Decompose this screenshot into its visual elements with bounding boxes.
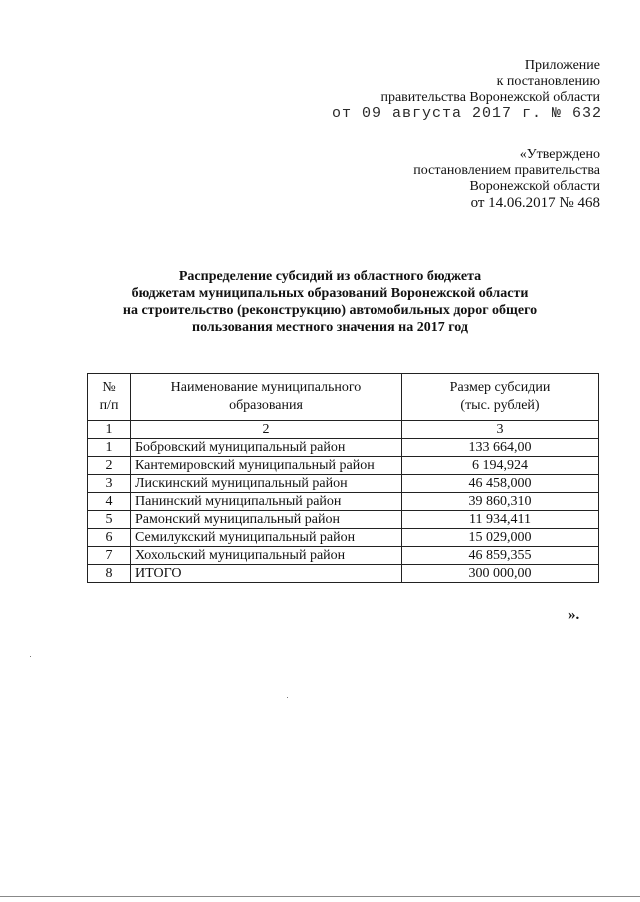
closing-quote-mark: ». [568,607,580,623]
column-index-cell: 3 [402,421,599,439]
header-number-line-2: п/п [99,398,119,413]
scan-speck [30,656,31,657]
header-name-line-2: образования [229,398,303,413]
row-number: 4 [88,493,131,511]
row-municipality: Бобровский муниципальный район [131,439,402,457]
appendix-government-ref: правительства Воронежской области [380,90,600,105]
row-municipality: Кантемировский муниципальный район [131,457,402,475]
document-title-line-2: бюджетам муниципальных образований Воронежской области [131,286,529,301]
row-amount: 39 860,310 [402,493,599,511]
row-number: 1 [88,439,131,457]
row-number: 6 [88,529,131,547]
header-name [131,374,402,421]
table-row [88,547,599,565]
header-amount [402,374,599,421]
row-amount: 46 458,000 [402,475,599,493]
row-municipality: Лискинский муниципальный район [131,475,402,493]
appendix-label: Приложение [524,58,600,73]
document-title-line-4: пользования местного значения на 2017 год [192,320,468,335]
row-amount: 133 664,00 [402,439,599,457]
column-index-row [88,421,599,439]
document-title-line-1: Распределение субсидий из областного бюджета [178,269,482,284]
scan-speck [287,697,288,698]
row-municipality: Хохольский муниципальный район [131,547,402,565]
column-index-cell: 2 [131,421,402,439]
table-row [88,493,599,511]
subsidy-table [87,373,599,583]
row-amount: 6 194,924 [402,457,599,475]
header-number-line-1: № [102,380,116,395]
appendix-resolution-ref: к постановлению [496,74,600,89]
table-row [88,511,599,529]
table-row [88,439,599,457]
approved-region: Воронежской области [469,179,600,194]
row-amount: 300 000,00 [402,565,599,583]
document-title-line-3: на строительство (реконструкцию) автомобильных дорог общего [122,303,538,318]
row-number: 5 [88,511,131,529]
row-municipality: ИТОГО [131,565,402,583]
column-index-cell: 1 [88,421,131,439]
approved-resolution: постановлением правительства [413,163,600,178]
approved-date-number: от 14.06.2017 № 468 [470,195,600,211]
row-amount: 15 029,000 [402,529,599,547]
appendix-date-stamp: от 09 августа 2017 г. № 632 [331,105,602,122]
approved-label: «Утверждено [519,147,600,162]
row-amount: 11 934,411 [402,511,599,529]
header-amount-line-1: Размер субсидии [449,380,551,395]
row-number: 8 [88,565,131,583]
header-name-line-1: Наименование муниципального [170,380,362,395]
table-row [88,529,599,547]
row-number: 3 [88,475,131,493]
scan-bottom-edge [0,896,640,897]
header-number [88,374,131,421]
table-row [88,475,599,493]
header-amount-line-2: (тыс. рублей) [460,398,540,413]
row-municipality: Панинский муниципальный район [131,493,402,511]
table-row [88,457,599,475]
row-amount: 46 859,355 [402,547,599,565]
table-total-row [88,565,599,583]
row-number: 2 [88,457,131,475]
row-number: 7 [88,547,131,565]
table-header-row [88,374,599,421]
row-municipality: Рамонский муниципальный район [131,511,402,529]
row-municipality: Семилукский муниципальный район [131,529,402,547]
